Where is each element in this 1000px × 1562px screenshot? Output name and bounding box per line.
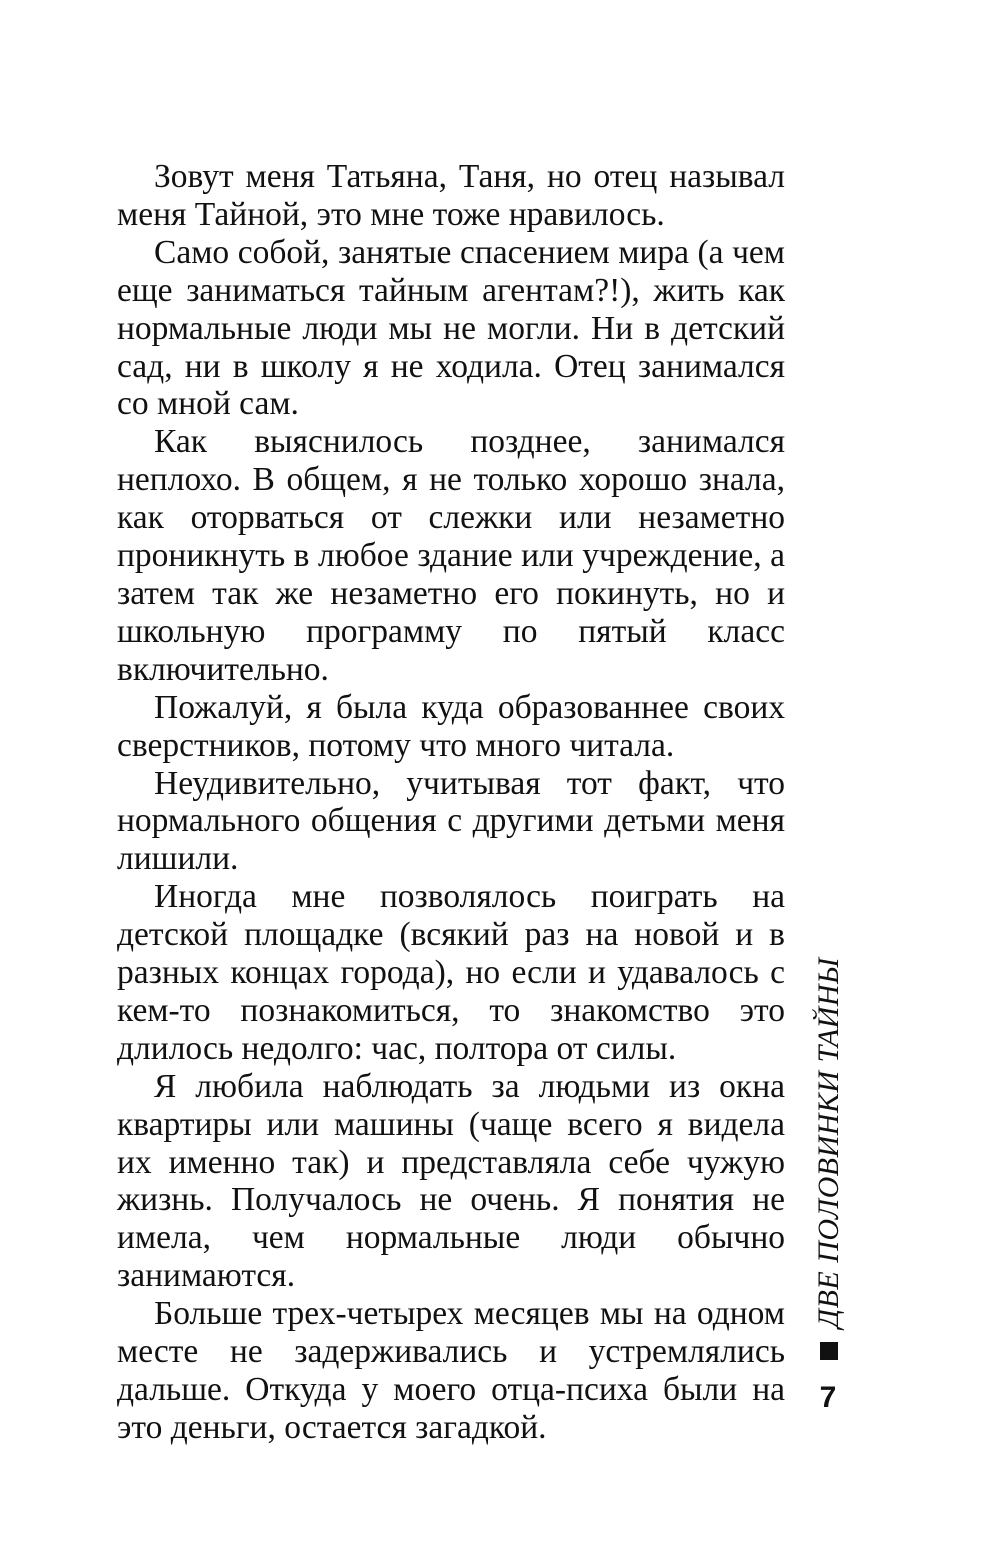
paragraph: Само собой, занятые спасением мира (а чем еще заниматься тайным агентам?!), жить как нормальные люди мы не могли. Ни в детский сад, ни в школу я не ходила. Отец занимался со мной сам. [117, 233, 785, 423]
running-title [812, 957, 846, 1360]
body-text [117, 158, 785, 1447]
paragraph: Как выяснилось позднее, занимался неплохо. В общем, я не только хорошо знала, как оторваться от слежки или незаметно проникнуть в любое здание или учреждение, а затем так же незаметно его покинуть, но и школьную программу по пятый класс включительно. [117, 423, 785, 688]
square-marker-icon [820, 1342, 838, 1360]
running-title-text: ДВЕ ПОЛОВИНКИ ТАЙНЫ [812, 957, 845, 1328]
paragraph: Пожалуй, я была куда образованнее своих сверстников, потому что много читала. [117, 688, 785, 764]
paragraph: Больше трех-четырех месяцев мы на одном месте не задерживались и устремлялись дальше. Откуда у моего отца-психа были на это деньги, остается загадкой. [117, 1295, 785, 1446]
page-number: 7 [819, 1381, 837, 1414]
paragraph: Я любила наблюдать за людьми из окна квартиры или машины (чаще всего я видела их именно так) и представляла себе чужую жизнь. Получалось не очень. Я понятия не имела, чем нормальные люди обычно занимаются. [117, 1067, 785, 1295]
paragraph: Неудивительно, учитывая тот факт, что нормального общения с другими детьми меня лишили. [117, 764, 785, 878]
paragraph: Иногда мне позволялось поиграть на детской площадке (всякий раз на новой и в разных концах города), но если и удавалось с кем-то познакомиться, то знакомство это длилось недолго: час, полтора от силы. [117, 878, 785, 1067]
paragraph: Зовут меня Татьяна, Таня, но отец называл меня Тайной, это мне тоже нравилось. [117, 158, 785, 233]
